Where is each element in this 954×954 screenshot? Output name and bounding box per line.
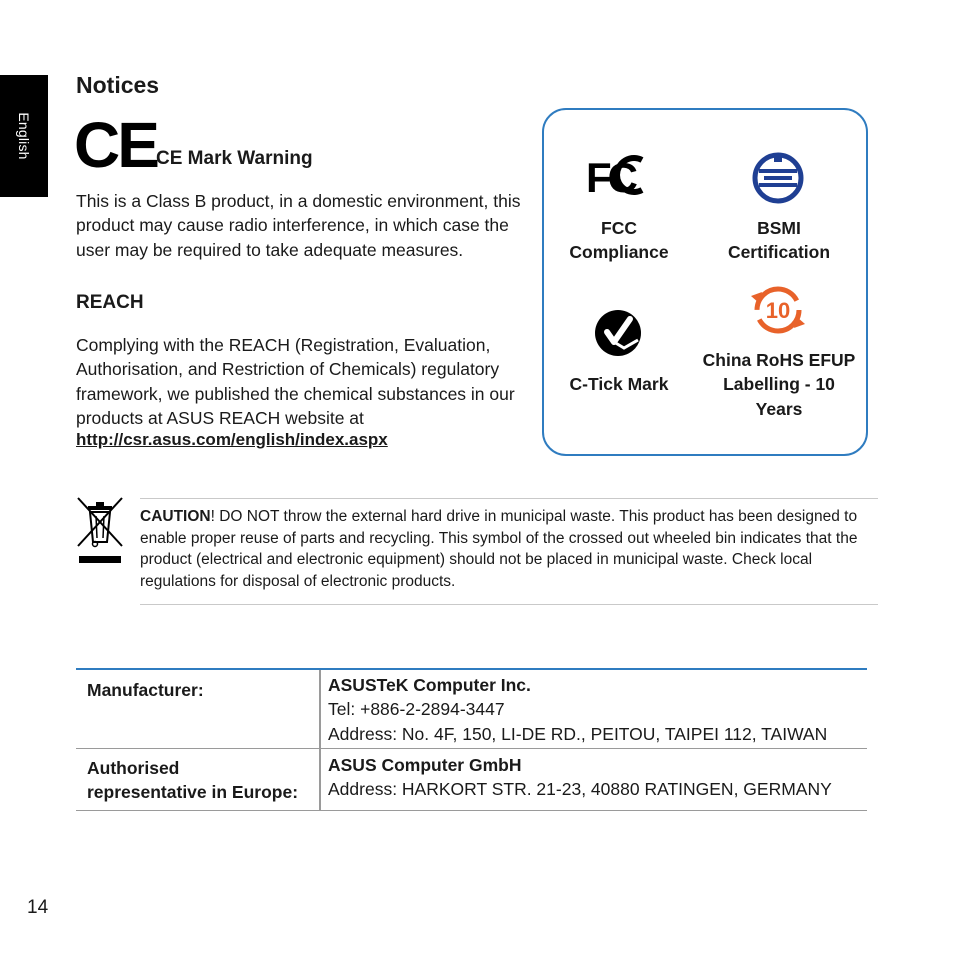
- caution-label: CAUTION: [140, 508, 211, 525]
- rohs-efup-10-logo-icon: [748, 284, 808, 336]
- rohs-label-line2: Labelling - 10: [723, 374, 835, 395]
- reach-text: Complying with the REACH (Registration, Evaluation, Authorisation, and Restriction of Chemicals) regulatory framework, we published the chemical substances in our products at ASUS REACH website at: [76, 335, 515, 429]
- table-column-divider: [319, 670, 321, 811]
- eu-representative-address: Address: HARKORT STR. 21-23, 40880 RATINGEN, GERMANY: [328, 779, 832, 800]
- eu-representative-company: ASUS Computer GmbH: [328, 755, 522, 775]
- fcc-logo-icon: [586, 152, 648, 201]
- caution-notice: [140, 506, 880, 593]
- bsmi-label-line1: BSMI: [757, 218, 801, 238]
- caution-text: ! DO NOT throw the external hard drive in municipal waste. This product has been designed to enable proper reuse of parts and recycling. This symbol of the crossed out wheeled bin indicates that the product (electrical and electronic equipment) should not be placed in municipal waste. Check local regulations for disposal of electronic products.: [140, 508, 858, 591]
- ce-mark-text: This is a Class B product, in a domestic environment, this product may cause radio interference, in which case the user may be required to take adequate measures.: [76, 191, 521, 260]
- rohs-label: [694, 348, 864, 421]
- eu-representative-label: [87, 756, 298, 805]
- rohs-label-line3: Years: [755, 398, 803, 419]
- reach-website-link[interactable]: http://csr.asus.com/english/index.aspx: [76, 430, 388, 449]
- language-tab-label: English: [16, 112, 32, 160]
- fcc-label: [554, 216, 684, 265]
- manufacturer-address: Address: No. 4F, 150, LI-DE RD., PEITOU, TAIPEI 112, TAIWAN: [328, 723, 828, 744]
- rohs-label-line1: China RoHS EFUP: [702, 350, 856, 370]
- caution-top-divider: [140, 498, 878, 499]
- language-tab: [0, 75, 48, 197]
- caution-bottom-divider: [140, 604, 878, 605]
- eu-representative-details: [328, 753, 832, 802]
- eu-representative-label-line2: representative in Europe:: [87, 782, 299, 803]
- manufacturer-company: ASUSTeK Computer Inc.: [328, 675, 531, 695]
- fcc-logo-text: FC: [586, 154, 634, 201]
- fcc-label-line2: Compliance: [569, 242, 669, 263]
- table-top-border: [76, 668, 867, 670]
- manufacturer-tel: Tel: +886-2-2894-3447: [328, 699, 505, 720]
- rohs-logo-text: 10: [765, 298, 791, 323]
- ce-mark-heading: CE Mark Warning: [156, 148, 313, 169]
- fcc-label-line1: FCC: [601, 218, 637, 238]
- reach-heading: REACH: [76, 292, 144, 313]
- page-number: 14: [27, 897, 49, 918]
- table-row-divider: [76, 748, 867, 749]
- ce-mark-logo-text: CE: [74, 109, 157, 181]
- certification-box: [542, 108, 868, 456]
- c-tick-label: C-Tick Mark: [569, 374, 669, 394]
- crossed-out-wheeled-bin-icon: [76, 496, 124, 568]
- bsmi-logo-icon: [752, 152, 804, 204]
- eu-representative-label-line1: Authorised: [87, 758, 180, 778]
- bsmi-label: [709, 216, 849, 265]
- page-title: Notices: [76, 72, 160, 98]
- manufacturer-label: Manufacturer:: [87, 680, 204, 700]
- bsmi-label-line2: Certification: [727, 242, 831, 263]
- c-tick-logo-icon: [594, 308, 642, 358]
- table-bottom-border: [76, 810, 867, 811]
- manufacturer-details: [328, 673, 827, 746]
- ce-mark-icon: [74, 109, 157, 181]
